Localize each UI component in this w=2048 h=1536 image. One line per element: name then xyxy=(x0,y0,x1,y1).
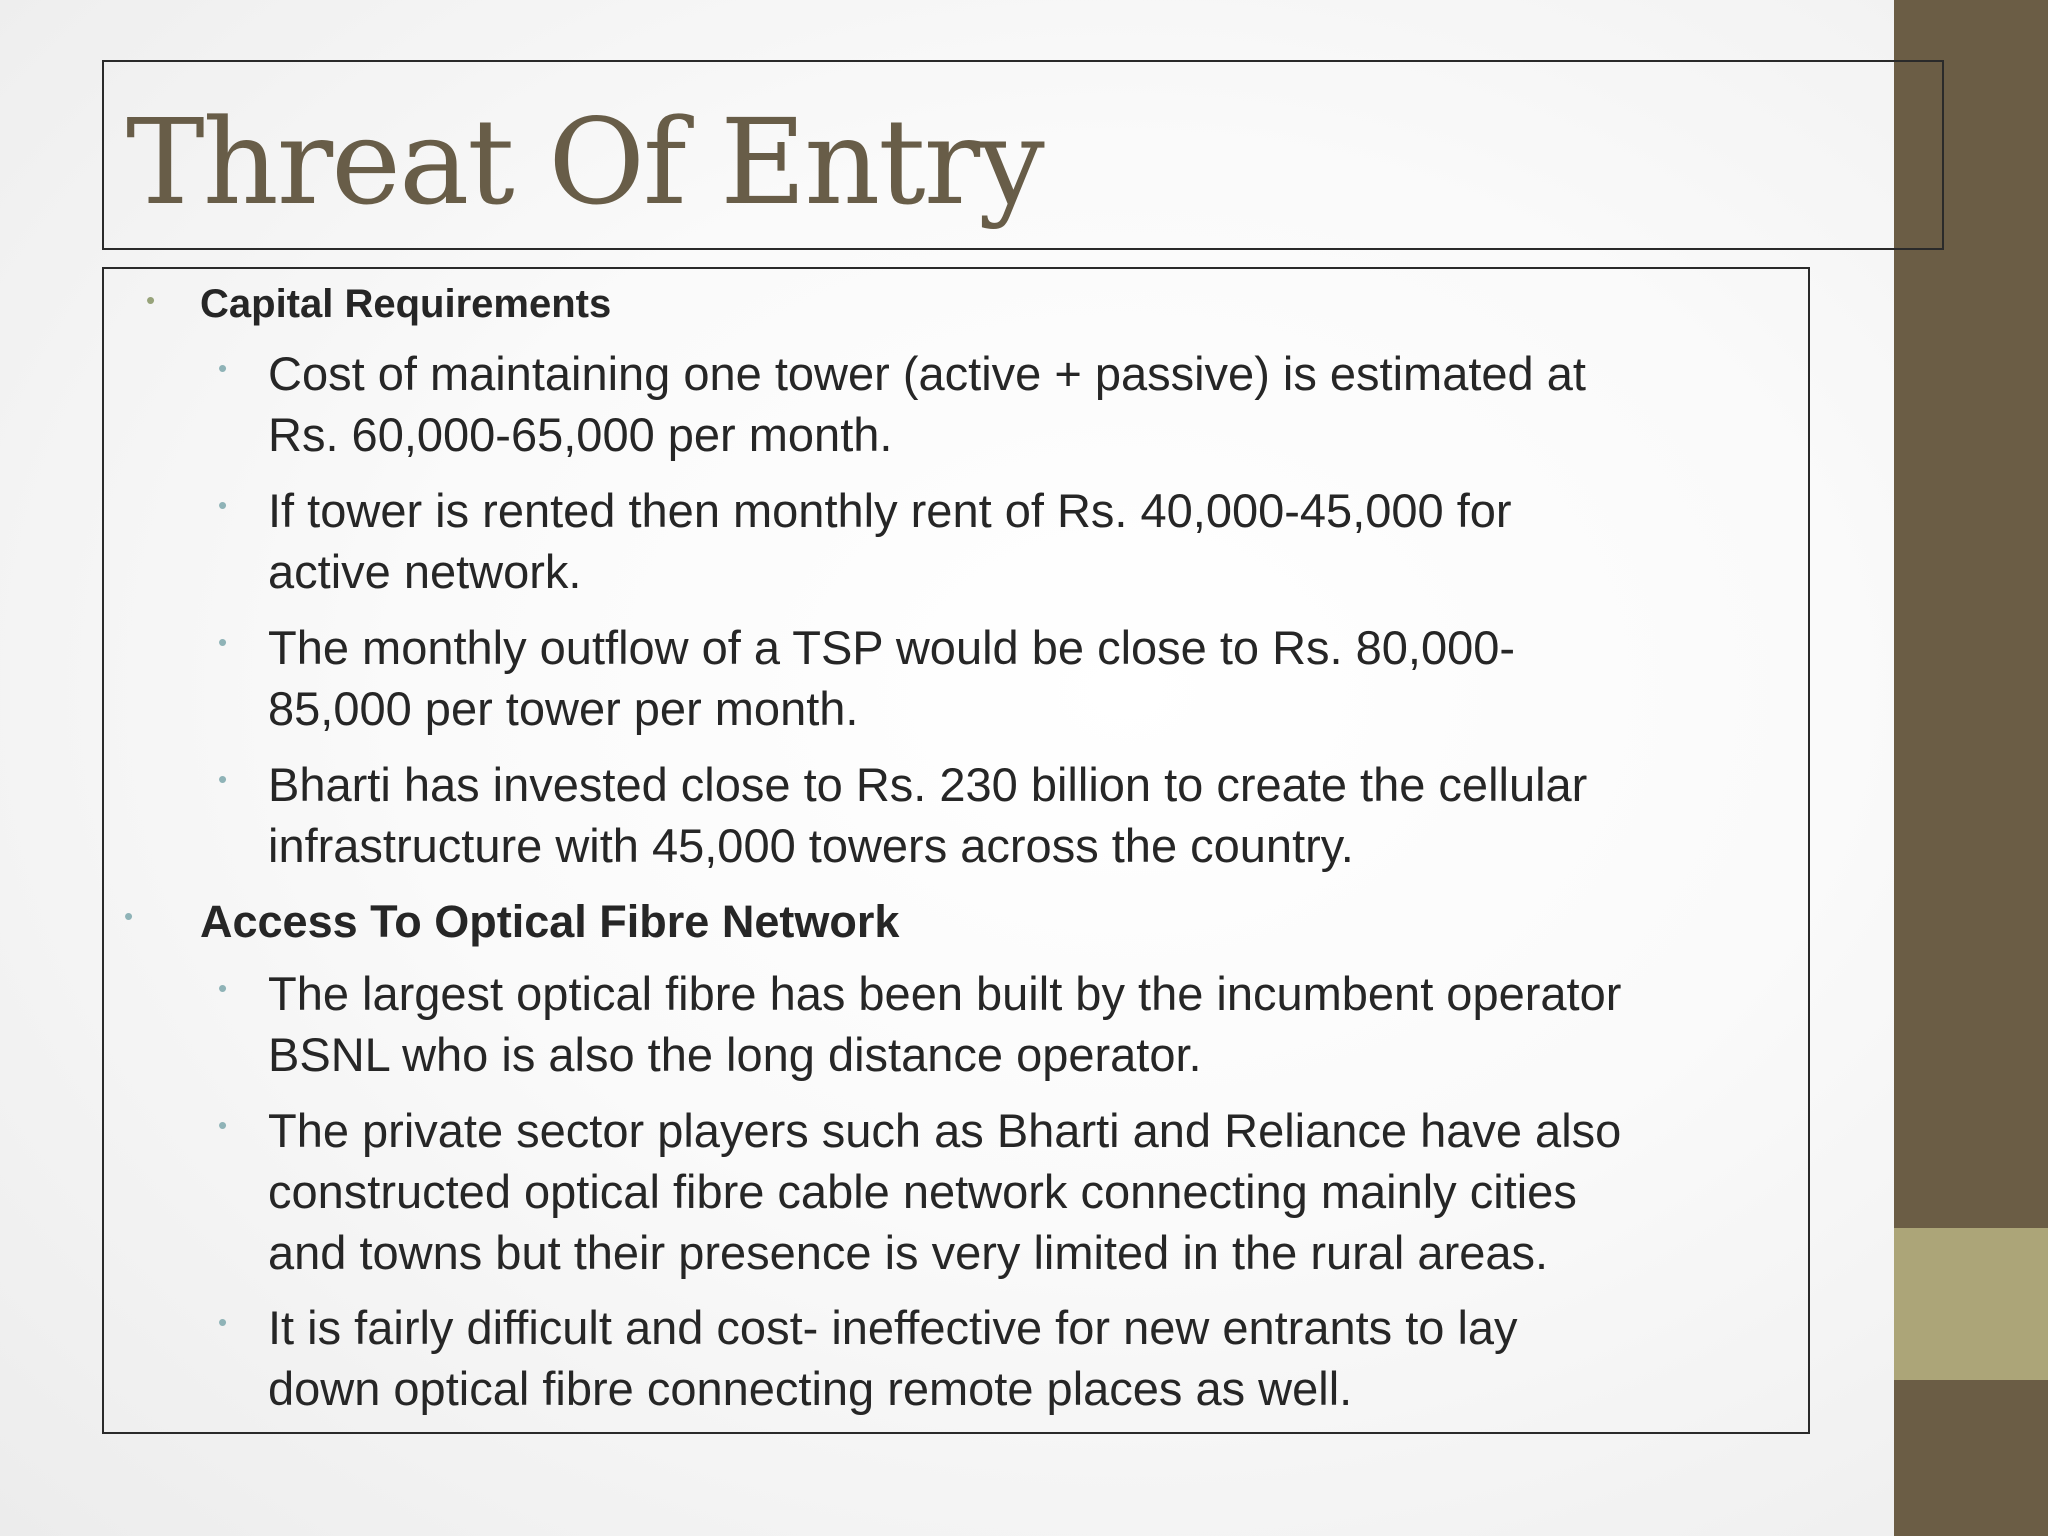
item-text: Bharti has invested close to Rs. 230 billion to create the cellular infrastructure with 45,000 towers across the country. xyxy=(268,758,1588,872)
item-bullet: • xyxy=(218,973,228,1003)
section-bullet: • xyxy=(146,285,156,315)
item-bullet: • xyxy=(218,627,228,657)
slide-title: Threat Of Entry xyxy=(126,93,1043,231)
item-bullet: • xyxy=(218,490,228,520)
item-bullet: • xyxy=(218,353,228,383)
section-bullet: • xyxy=(124,901,134,931)
item-bullet: • xyxy=(218,1307,228,1337)
item-bullet: • xyxy=(218,764,228,794)
section-heading: Capital Requirements xyxy=(200,282,612,326)
sidebar-accent-decoration xyxy=(1894,1228,2048,1380)
content-placeholder xyxy=(102,267,1810,1434)
item-text: If tower is rented then monthly rent of Rs. 40,000-45,000 for active network. xyxy=(268,484,1512,598)
item-text: The largest optical fibre has been built by the incumbent operator BSNL who is also the long distance operator. xyxy=(268,967,1622,1081)
item-text: The private sector players such as Bharti and Reliance have also constructed optical fibre cable network connecting mainly cities and towns but their presence is very limited in the rural areas. xyxy=(268,1104,1622,1279)
item-bullet: • xyxy=(218,1110,228,1140)
item-text: Cost of maintaining one tower (active + passive) is estimated at Rs. 60,000-65,000 per month. xyxy=(268,347,1586,461)
title-placeholder xyxy=(102,60,1944,250)
item-text: It is fairly difficult and cost- ineffective for new entrants to lay down optical fibre connecting remote places as well. xyxy=(268,1301,1518,1415)
section-heading: Access To Optical Fibre Network xyxy=(200,896,900,947)
item-text: The monthly outflow of a TSP would be close to Rs. 80,000- 85,000 per tower per month. xyxy=(268,621,1516,735)
